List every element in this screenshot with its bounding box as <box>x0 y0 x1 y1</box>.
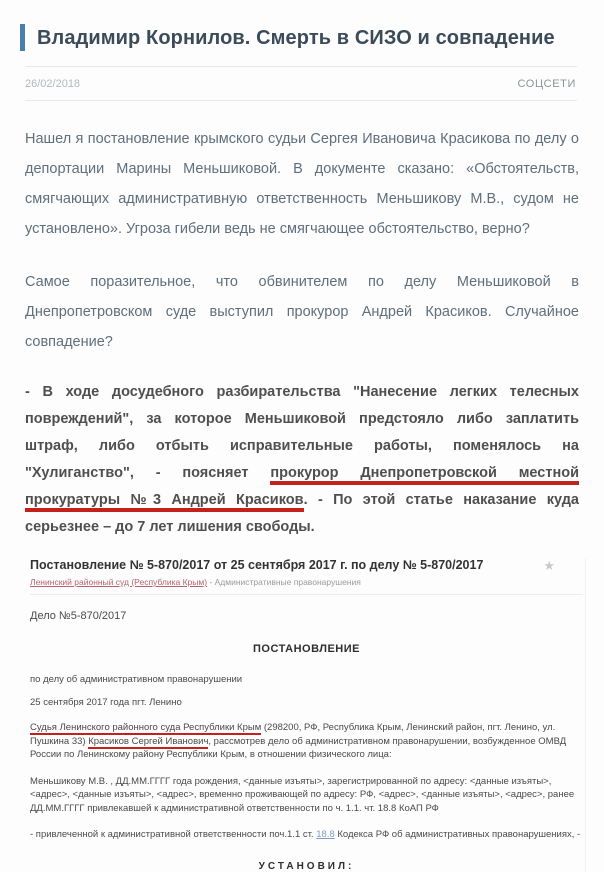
charge-paragraph <box>30 828 583 842</box>
document-heading: ПОСТАНОВЛЕНИЕ <box>252 643 360 655</box>
quote-text: . - По этой статье наказание куда серьезнее – до 7 лет лишения свободы. <box>25 492 579 535</box>
document-resolution: УСТАНОВИЛ: <box>258 860 355 872</box>
document-header <box>30 558 583 574</box>
socials-label[interactable]: СОЦСЕТИ <box>517 78 576 90</box>
judge-court-underlined: Судья Ленинского районного суда Республики Крым <box>30 722 262 733</box>
article-header <box>20 24 579 51</box>
defendant-paragraph: Меньшикову М.В. , ДД.ММ.ГГГГ года рождения, <данные изъяты>, зарегистрированной по адресу: <данные изъяты>, <адрес>, <данные изъяты>, <адрес>, временно проживающей по адресу: РФ, <адрес>, <данные изъяты>, <адрес>, ранее ДД.ММ.ГГГГ привлекавшей к административной ответственности по ч. 1.1. чт. 18.8 КоАП РФ <box>30 775 575 814</box>
document-date-place: 25 сентября 2017 года пгт. Ленино <box>30 697 182 708</box>
charge-text: Кодекса РФ об административных правонарушениях, - <box>334 829 581 840</box>
embedded-court-document <box>30 558 586 872</box>
document-category: - Административные правонарушения <box>207 577 361 587</box>
star-icon[interactable]: ★ <box>543 558 555 573</box>
judge-address: (298200, РФ, Республика Крым, Ленинский район, пгт. Ленино, ул. Пушкина 33) <box>30 722 556 747</box>
article-paragraph: Самое поразительное, что обвинителем по делу Меньшиковой в Днепропетровском суде выступил прокурор Андрей Красиков. Случайное совпадение? <box>25 274 579 350</box>
law-article-link[interactable]: 18.8 <box>316 829 335 840</box>
quote-text: - В ходе досудебного разбирательства "Нанесение легких телесных повреждений", за которое Меньшиковой предстояло либо заплатить штраф, либо отбыть исправительные работы, поменялось на "Хулиганство", - поясняет <box>25 384 579 481</box>
publish-date: 26/02/2018 <box>25 78 81 90</box>
document-title: Постановление № 5-870/2017 от 25 сентября 2017 г. по делу № 5-870/2017 <box>30 558 484 572</box>
document-subheading: по делу об административном правонарушении <box>30 674 243 685</box>
article-paragraph: Нашел я постановление крымского судьи Сергея Ивановича Красикова по делу о депортации Марины Меньшиковой. В документе сказано: «Обстоятельств, смягчающих административную ответственность Меньшикову М.В., судом не установлено». Угроза гибели ведь не смягчающее обстоятельство, верно? <box>25 131 579 237</box>
judge-name-underlined: Красиков Сергей Иванович <box>88 735 209 747</box>
meta-row <box>25 67 576 100</box>
meta-divider <box>25 100 577 101</box>
quote-highlighted-text: прокурор Днепропетровской местной прокуратуры №3 Андрей Красиков <box>25 465 579 512</box>
court-link[interactable]: Ленинский районный суд (Республика Крым) <box>30 577 208 587</box>
page-title: Владимир Корнилов. Смерть в СИЗО и совпадение <box>37 26 555 49</box>
case-number: Дело №5-870/2017 <box>30 610 127 622</box>
quote-block <box>25 379 579 541</box>
document-divider <box>30 594 583 595</box>
charge-text: - привлеченной к административной ответственности поч.1.1 ст. <box>30 829 317 840</box>
judge-rest: , рассмотрев дело об административном правонарушении, возбужденное ОМВД России по Ленинскому району Республики Крым, в отношении физического лица: <box>30 735 567 760</box>
document-subline <box>30 577 583 587</box>
judge-paragraph <box>30 721 583 762</box>
title-accent-bar <box>20 24 25 51</box>
